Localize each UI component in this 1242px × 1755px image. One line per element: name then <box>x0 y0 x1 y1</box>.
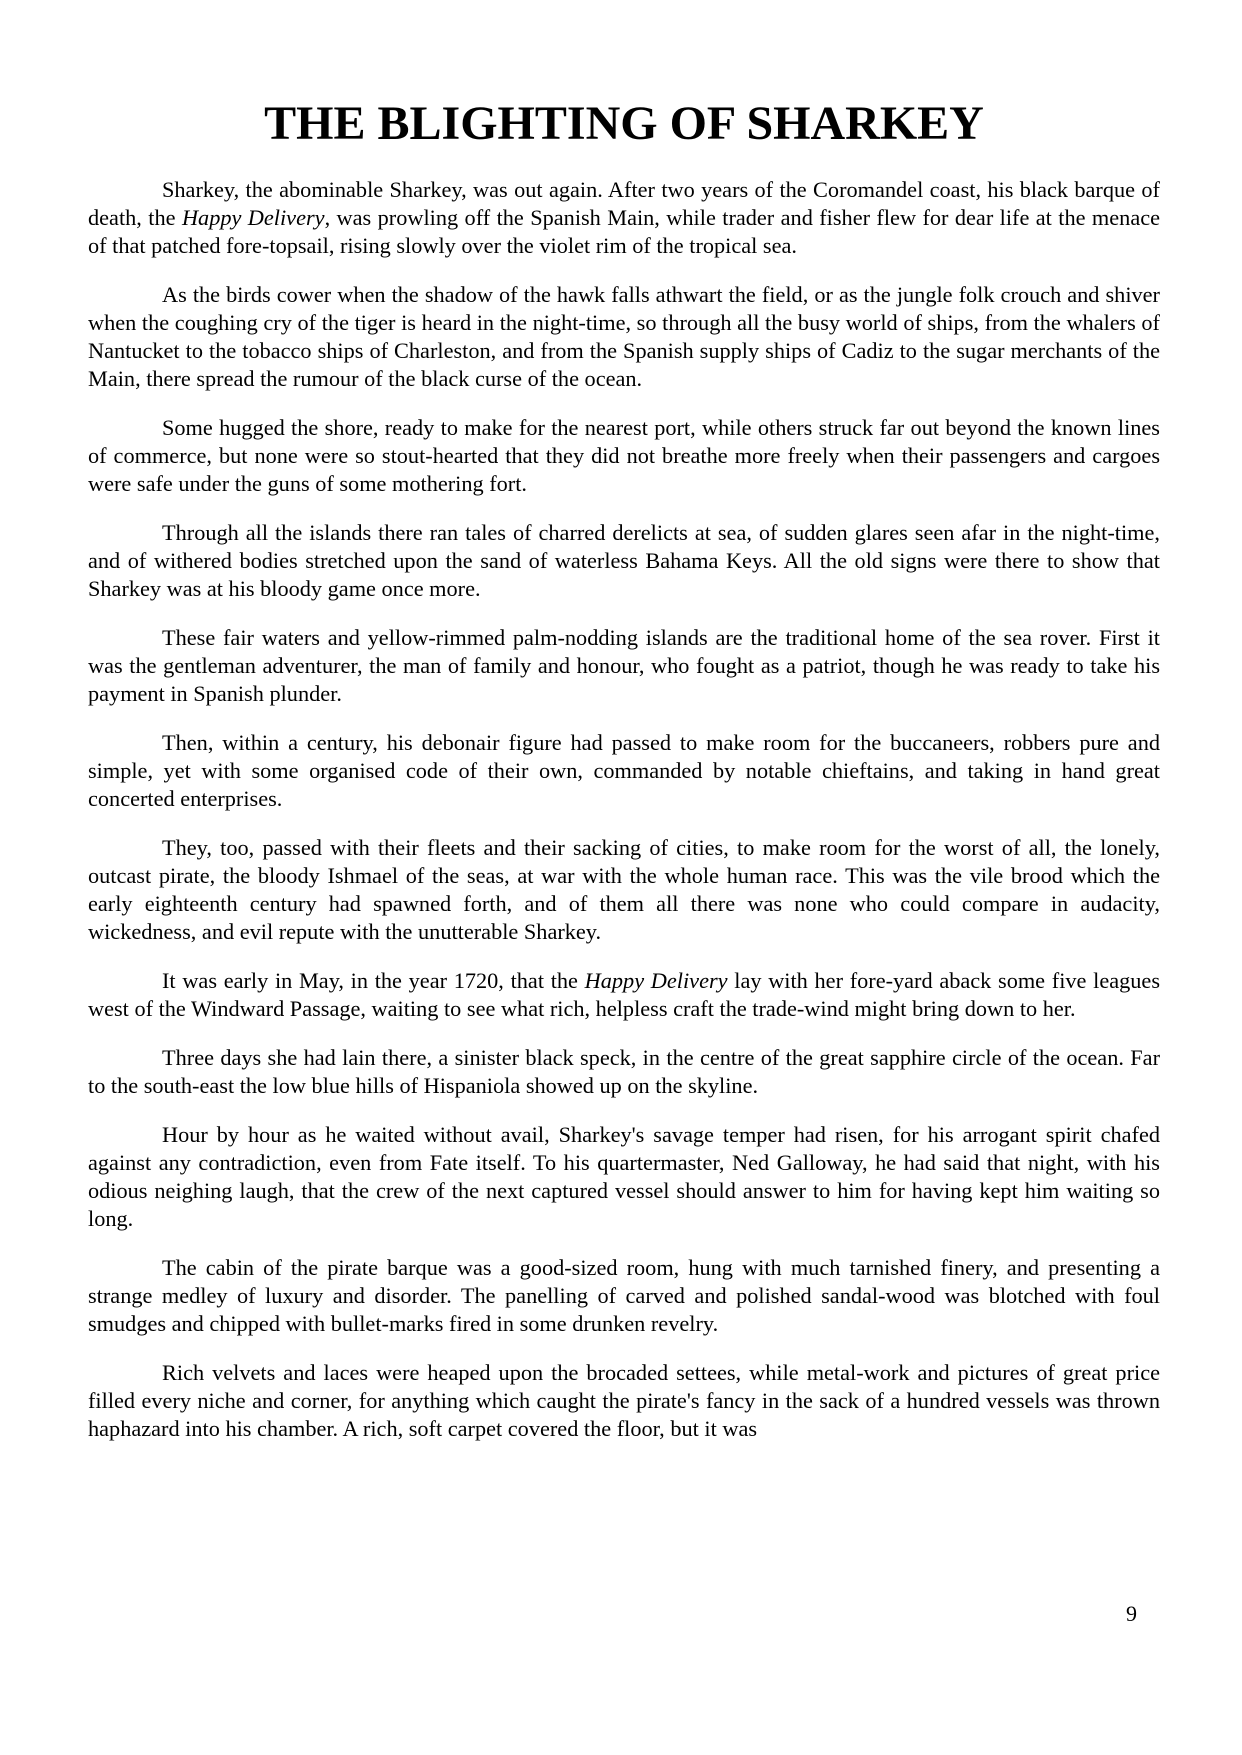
page-number: 9 <box>1126 1601 1137 1626</box>
paragraph-8 <box>88 967 1160 1023</box>
page-title: THE BLIGHTING OF SHARKEY <box>264 97 984 150</box>
paragraph-5: These fair waters and yellow-rimmed palm-nodding islands are the traditional home of the sea rover. First it was the gentleman adventurer, the man of family and honour, who fought as a patriot, though he was ready to take his payment in Spanish plunder. <box>88 625 1160 706</box>
paragraph-9: Three days she had lain there, a sinister black speck, in the centre of the great sapphire circle of the ocean. Far to the south-east the low blue hills of Hispaniola showed up on the skyline. <box>88 1045 1160 1098</box>
paragraph-11: The cabin of the pirate barque was a good-sized room, hung with much tarnished finery, and presenting a strange medley of luxury and disorder. The panelling of carved and polished sandal-wood was blotched with foul smudges and chipped with bullet-marks fired in some drunken revelry. <box>88 1255 1160 1336</box>
paragraph-3: Some hugged the shore, ready to make for the nearest port, while others struck far out beyond the known lines of commerce, but none were so stout-hearted that they did not breathe more freely when their passengers and cargoes were safe under the guns of some mothering fort. <box>88 415 1160 496</box>
paragraph-2: As the birds cower when the shadow of the hawk falls athwart the field, or as the jungle folk crouch and shiver when the coughing cry of the tiger is heard in the night-time, so through all the busy world of ships, from the whalers of Nantucket to the tobacco ships of Charleston, and from the Spanish supply ships of Cadiz to the sugar merchants of the Main, there spread the rumour of the black curse of the ocean. <box>88 282 1160 391</box>
paragraph-12: Rich velvets and laces were heaped upon the brocaded settees, while metal-work and pictures of great price filled every niche and corner, for anything which caught the pirate's fancy in the sack of a hundred vessels was thrown haphazard into his chamber. A rich, soft carpet covered the floor, but it was <box>88 1360 1160 1441</box>
paragraph-1-text-a: Sharkey, the abominable Sharkey, was out again. After two years of the Coromandel coast, his black barque of death, the <box>88 177 1160 230</box>
paragraph-8-text-b: lay with her fore-yard aback some five leagues west of the Windward Passage, waiting to see what rich, helpless craft the trade-wind might bring down to her. <box>88 968 1160 1021</box>
paragraph-7: They, too, passed with their fleets and their sacking of cities, to make room for the worst of all, the lonely, outcast pirate, the bloody Ishmael of the seas, at war with the whole human race. This was the vile brood which the early eighteenth century had spawned forth, and of them all there was none who could compare in audacity, wickedness, and evil repute with the unutterable Sharkey. <box>88 835 1160 944</box>
ship-name-italic: Happy Delivery <box>181 205 325 230</box>
paragraph-1-text-b: , was prowling off the Spanish Main, while trader and fisher flew for dear life at the menace of that patched fore-topsail, rising slowly over the violet rim of the tropical sea. <box>88 205 1161 258</box>
paragraph-4: Through all the islands there ran tales of charred derelicts at sea, of sudden glares seen afar in the night-time, and of withered bodies stretched upon the sand of waterless Bahama Keys. All the old signs were there to show that Sharkey was at his bloody game once more. <box>88 520 1160 601</box>
ship-name-italic: Happy Delivery <box>584 968 728 993</box>
document-page <box>88 92 1160 1464</box>
paragraph-6: Then, within a century, his debonair figure had passed to make room for the buccaneers, robbers pure and simple, yet with some organised code of their own, commanded by notable chieftains, and taking in hand great concerted enterprises. <box>88 730 1160 811</box>
paragraph-10: Hour by hour as he waited without avail, Sharkey's savage temper had risen, for his arrogant spirit chafed against any contradiction, even from Fate itself. To his quartermaster, Ned Galloway, he had said that night, with his odious neighing laugh, that the crew of the next captured vessel should answer to him for having kept him waiting so long. <box>88 1122 1160 1231</box>
paragraph-1 <box>88 176 1160 260</box>
paragraph-8-text-a: It was early in May, in the year 1720, that the <box>162 968 585 993</box>
